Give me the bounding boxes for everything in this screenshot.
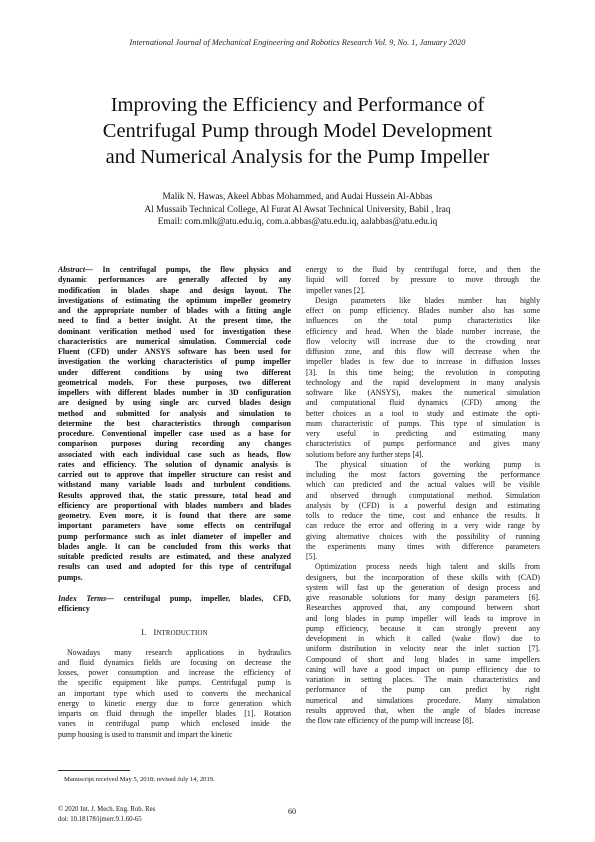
text-line	[58, 594, 291, 604]
text-line: Fluent (CFD) under ANSYS software has been used for	[58, 347, 291, 356]
text-line: and the appropriate number of blades with a fitting angle	[58, 306, 291, 315]
section-initial: I	[153, 628, 157, 638]
text-line: variation in setting places. The main characteristics and	[306, 675, 540, 684]
text-line: analysis by (CFD) is a powerful design and estimating	[306, 500, 540, 510]
footnote-rule	[58, 770, 130, 771]
text-line: [5].	[306, 552, 318, 561]
text-line: including the most factors governing the performance	[306, 470, 540, 479]
text-fragment: — In centrifugal pumps, the flow physics and	[85, 265, 291, 274]
text-line: solutions before any further steps [4].	[306, 449, 424, 459]
index-terms	[58, 594, 291, 615]
text-line: investigation the working characteristics of pump impeller	[58, 357, 291, 367]
text-line: pump efficiency, because it can strongly prevent any	[306, 623, 540, 633]
text-line	[306, 296, 540, 306]
text-line: influences on the total pump characteristics like	[306, 316, 540, 326]
text-line: the specific equipment like pumps. Centrifugal pump is	[58, 678, 291, 688]
text-line: liquid will forced by pressure to move through the	[306, 275, 540, 285]
text-line: determine the best characteristics through comparison	[58, 418, 291, 428]
text-line: system will fast up the generation of design process and	[306, 582, 540, 592]
text-line: diffusion zone, and this flow will decrease when the	[306, 347, 540, 356]
text-line: results approved that, when the angle of blades increase	[306, 705, 540, 715]
text-fragment: Nowadays many research applications in hydraulics	[67, 647, 291, 657]
text-line: efficiency are proportional with blades numbers and blades	[58, 500, 291, 510]
text-line: geometrical models. For these purposes, two different	[58, 377, 291, 387]
abstract-label: Abstract	[58, 265, 86, 274]
text-line: blades angle. It can be concluded from this works that	[58, 541, 291, 551]
text-line: technology and the rapid development in many analysis	[306, 377, 540, 387]
text-line: effect on pump efficiency. Blades number also has some	[306, 306, 540, 315]
text-line: tolls to reduce the time, cost and enhance the results. It	[306, 511, 540, 520]
introduction-paragraph	[58, 648, 291, 740]
text-fragment: The physical situation of the working pump is	[315, 459, 540, 469]
affiliation: Al Mussaib Technical College, Al Furat Al Awsat Technical University, Babil , Iraq	[144, 203, 451, 214]
text-line: characteristics are numerical simulation. Commercial code	[58, 336, 291, 346]
copyright-line: © 2020 Int. J. Mech. Eng. Rob. Res	[58, 806, 156, 813]
text-line: associated with each individual case such as heads, flow	[58, 449, 291, 459]
text-line: investigations of estimating the optimum impeller geometry	[58, 295, 291, 305]
text-line: software like (ANSYS), makes the numerical simulation	[306, 388, 540, 397]
text-line: important parameters have some effects on centrifugal	[58, 521, 291, 531]
text-line: are designed by using single arc curved blades design	[58, 398, 291, 408]
text-line: efficiency and head. When the blade number increase, the	[306, 326, 540, 336]
text-line: pump performance such as inlet diameter of impeller and	[58, 531, 291, 541]
text-line	[306, 562, 540, 572]
text-line: [3]. In this time being; the revolution in computing	[306, 367, 540, 377]
text-line: imparts on fluid through the impeller blades [1]. Rotation	[58, 709, 291, 718]
text-line: energy to kinetic energy due to force generation which	[58, 698, 291, 708]
text-line: performance of the pump can predict by right	[306, 685, 540, 695]
body-paragraph	[306, 562, 540, 726]
text-line: vanes in centrifugal pump which enclosed inside the	[58, 719, 291, 729]
body-paragraph	[306, 296, 540, 460]
text-line: mum characteristic of pumps. This type of simulation is	[306, 418, 540, 428]
section-title-rest: NTRODUCTION	[156, 630, 208, 638]
section-heading-introduction	[58, 628, 291, 639]
author-block	[40, 190, 555, 228]
text-line: Compound of short and long blades in same impellers	[306, 654, 540, 664]
running-head: International Journal of Mechanical Engineering and Robotics Research Vol. 9, No. 1, January 2020	[129, 38, 466, 47]
text-line: characteristics of pumps performance and gives many	[306, 439, 540, 449]
text-line: rates and efficiency. The solution of dynamic analysis is	[58, 459, 291, 469]
text-line: and observed through computational method. Simulation	[306, 490, 540, 500]
doi-line: doi: 10.18178/ijmerr.9.1.60-65	[58, 815, 142, 823]
text-line: numerical and simulations procedure. Many simulation	[306, 695, 540, 705]
author-names: Malik N. Hawas, Akeel Abbas Mohammed, and Audai Hussein Al-Abbas	[162, 191, 433, 201]
text-line: and computational fluid dynamics (CFD) among the	[306, 398, 540, 408]
text-line: uniform distribution in velocity near the inlet suction [7].	[306, 644, 540, 654]
text-line: impeller blades is few due to increase in diffusion losses	[306, 357, 540, 367]
text-line: Researches approved that, any compound between short	[306, 603, 540, 613]
text-line: method and submitted for analysis and simulation to	[58, 408, 291, 418]
text-line: modification in blades shape and design layout. The	[58, 285, 291, 295]
text-line: very useful in predicting and estimating many	[306, 429, 540, 438]
text-line: giving alternative choices with the possibility of running	[306, 531, 540, 541]
text-line: flow velocity will increase due to the crowding near	[306, 336, 540, 346]
text-line	[58, 648, 291, 658]
text-line: development in which it called (wake flow) due to	[306, 634, 540, 643]
text-line: dominant verification method used for investigation these	[58, 326, 291, 336]
text-line: need to find a better insight. At the present time, the	[58, 316, 291, 326]
text-line	[58, 265, 291, 275]
text-line: casing will have a good impact on pump efficiency due to	[306, 664, 540, 674]
text-line: energy to the fluid by centrifugal force, and then the	[306, 265, 540, 274]
text-line: suitable predicted results are estimated, and these analyzed	[58, 552, 291, 561]
text-line: an important type which used to converts the mechanical	[58, 688, 291, 698]
text-line: results can used and adopted for this type of centrifugal	[58, 562, 291, 572]
body-paragraph	[306, 265, 540, 296]
body-paragraph	[306, 460, 540, 563]
section-numeral: I.	[141, 628, 147, 638]
text-line: withstand many variable loads and turbulent conditions.	[58, 480, 291, 490]
email-line: Email: com.mlk@atu.edu.iq, com.a.abbas@atu.edu.iq, aalabbas@atu.edu.iq	[157, 216, 438, 226]
text-fragment: — centrifugal pump, impeller, blades, CFD,	[106, 593, 291, 603]
text-line: and fluid dynamics fields are focusing on decrease the	[58, 657, 291, 667]
right-column	[306, 265, 540, 726]
title-line: Improving the Efficiency and Performance of	[110, 94, 485, 116]
text-line: and long blades in pump impeller will leads to improve in	[306, 613, 540, 623]
text-fragment: Design parameters like blades number has highly	[315, 295, 540, 305]
text-line: impeller vanes [2].	[306, 285, 366, 295]
text-line: pump housing is used to transmit and impart the kinetic	[58, 729, 233, 739]
text-line: losses, power consumption and increase the efficiency of	[58, 668, 291, 677]
text-line: comparison purposes during recording any changes	[58, 439, 291, 449]
text-line: Results approved that, the static pressure, total head and	[58, 490, 291, 500]
title-line: Centrifugal Pump through Model Development	[102, 120, 493, 142]
text-line: designers, but the incorporation of these skills with (CAD)	[306, 572, 540, 582]
title-line: and Numerical Analysis for the Pump Impeller	[105, 146, 490, 168]
text-line: efficiency	[58, 604, 90, 613]
text-line: give reasonable solutions for many design parameters [6].	[306, 593, 540, 602]
left-column	[58, 265, 291, 740]
text-line: dynamic performances are generally affected by any	[58, 275, 291, 285]
text-line: the experiments many times with difference parameters	[306, 541, 540, 551]
text-line: which can predicted and the actual values will be visible	[306, 480, 540, 490]
text-line: the flow rate efficiency of the pump will increase [8].	[306, 716, 474, 725]
text-line	[306, 460, 540, 470]
text-line: better choices as a tool to study and estimate the opti-	[306, 408, 540, 418]
abstract	[58, 265, 291, 583]
text-line: geometry. Even more, it is found that there are some	[58, 511, 291, 520]
text-line: pumps.	[58, 572, 83, 582]
footer-info	[58, 805, 155, 824]
text-fragment: Optimization process needs high talent and skills from	[315, 562, 540, 572]
text-line: under different conditions by using two different	[58, 367, 291, 377]
text-line: carried out to approve that impeller structure can resist and	[58, 470, 291, 479]
index-terms-label: Index Terms	[58, 593, 107, 603]
text-line: impellers with different blades number in 3D configuration	[58, 388, 291, 397]
manuscript-footnote: Manuscript received May 5, 2018; revised July 14, 2019.	[64, 776, 215, 783]
page-number: 60	[288, 807, 296, 816]
text-line: can reduce the error and offering in a very wide range by	[306, 521, 540, 531]
paper-title	[40, 92, 555, 170]
text-line: procedure. Conventional impeller case used as a base for	[58, 429, 291, 438]
